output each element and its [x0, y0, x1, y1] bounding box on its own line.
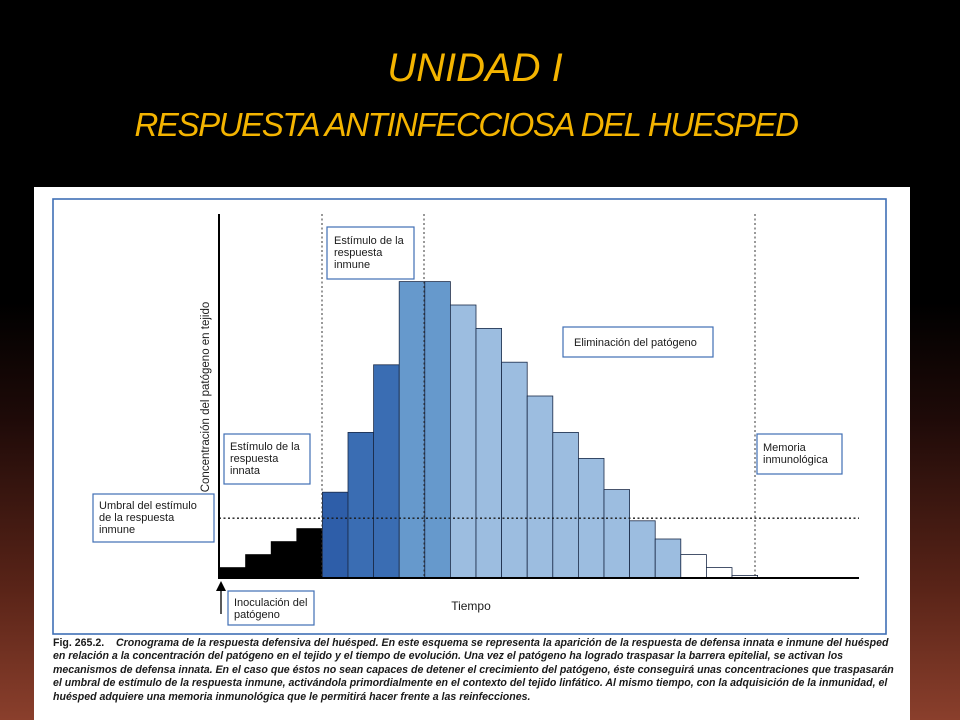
bar-19 — [681, 555, 707, 578]
bar-14 — [553, 432, 579, 578]
inoculation-arrowhead — [216, 581, 226, 591]
annotation-estimulo-inmune: Estímulo de la respuesta inmune — [334, 235, 404, 271]
bar-17 — [630, 521, 656, 578]
annotation-estimulo-innata: Estímulo de la respuesta innata — [230, 441, 300, 477]
annotation-memoria: Memoria inmunológica — [763, 442, 828, 466]
caption-text: Cronograma de la respuesta defensiva del huésped. En este esquema se representa la aparición de la respuesta de defensa innata e inmune del huésped en relación a la concentración del patógeno en el tejido y el tiempo de evolución. Una vez el patógeno ha logrado traspasar la barrera epitelial, se activan los mecanismos de defensa innata. En el caso que éstos no sean capaces de detener el crecimiento del patógeno, éste conseguirá unas concentraciones que traspasarán el umbral de estímulo de la respuesta inmune, activándola primordialmente en el contexto del tejido linfático. Al mismo tiempo, con la adquisición de la inmunidad, el huésped adquiere una memoria inmunológica que le permitirá hacer frente a las reinfecciones. — [53, 637, 894, 703]
bar-7 — [374, 365, 400, 578]
bar-4 — [297, 529, 323, 578]
bar-10 — [450, 305, 476, 578]
x-axis-label: Tiempo — [451, 599, 491, 613]
annotation-umbral: Umbral del estímulo de la respuesta inmune — [99, 500, 197, 536]
bar-16 — [604, 490, 630, 578]
annotation-eliminacion: Eliminación del patógeno — [574, 337, 697, 349]
figure — [34, 187, 910, 720]
bars-group — [220, 282, 758, 578]
caption-label: Fig. 265.2. — [53, 637, 105, 649]
bar-18 — [655, 539, 681, 578]
bar-9 — [425, 282, 451, 578]
annotation-inoculacion: Inoculación del patógeno — [234, 597, 308, 621]
slide-subtitle: RESPUESTA ANTINFECCIOSA DEL HUESPED — [134, 106, 798, 143]
figure-caption — [53, 637, 895, 704]
slide-title: UNIDAD I — [387, 46, 563, 90]
bar-11 — [476, 328, 502, 578]
bar-13 — [527, 396, 553, 578]
bar-2 — [246, 555, 272, 578]
bar-20 — [706, 568, 732, 578]
bar-15 — [578, 458, 604, 578]
bar-3 — [271, 542, 297, 578]
bar-1 — [220, 568, 246, 578]
y-axis-label: Concentración del patógeno en tejido — [200, 301, 212, 493]
bar-12 — [502, 362, 528, 578]
bar-8 — [399, 282, 425, 578]
bar-6 — [348, 432, 374, 578]
bar-5 — [322, 492, 348, 578]
